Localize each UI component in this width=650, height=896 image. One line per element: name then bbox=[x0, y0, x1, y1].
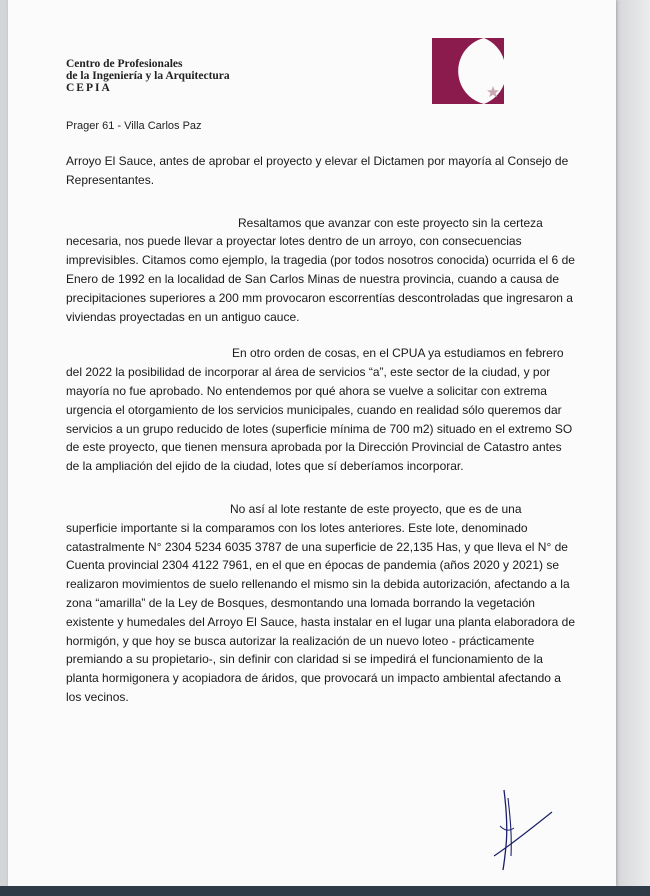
paragraph-1: Arroyo El Sauce, antes de aprobar el proyecto y elevar el Dictamen por mayoría al Consejo de Representantes. bbox=[66, 154, 569, 187]
handwritten-signature bbox=[486, 786, 556, 872]
org-name-line2: de la Ingeniería y la Arquitectura bbox=[66, 70, 230, 82]
org-acronym: CEPIA bbox=[66, 82, 112, 94]
paragraph-4: No así al lote restante de este proyecto, que es de una superficie importante si la comparamos con los lotes anteriores. Este lote, denominado catastralmente N° 2304 5234 6035 3787 de una superficie de 22,135 Has, y que lleva el N° de Cuenta provincial 2304 4122 7961, en el que en épocas de pandemia (años 2020 y 2021) se realizaron movimientos de suelo rellenando el mismo sin la debida autorización, afectando a la zona “amarilla” de la Ley de Bosques, desmontando una lomada borrando la vegetación existente y humedales del Arroyo El Sauce, hasta instalar en el lugar una planta elaboradora de hormigón, y que hoy se busca autorizar la realización de un nuevo loteo - prácticamente premiando a su propietario-, sin definir con claridad si se impedirá el funcionamiento de la planta hormigonera y acopiadora de áridos, que provocará un impacto ambiental afectando a los vecinos. bbox=[66, 501, 575, 704]
viewer-right-margin bbox=[616, 0, 650, 886]
viewer-bottom-bar bbox=[0, 886, 650, 896]
viewer-left-margin bbox=[0, 0, 8, 886]
crescent-star-logo-icon bbox=[432, 38, 504, 104]
letter-body bbox=[66, 152, 576, 707]
org-name-line1: Centro de Profesionales bbox=[66, 58, 183, 70]
paragraph-2: Resaltamos que avanzar con este proyecto sin la certeza necesaria, nos puede llevar a proyectar lotes dentro de un arroyo, con consecuencias imprevisibles. Citamos como ejemplo, la tragedia (por todos nosotros conocida) ocurrida el 6 de Enero de 1992 en la localidad de San Carlos Minas de nuestra provincia, cuando a causa de precipitaciones superiores a 200 mm provocaron escorrentías descontroladas que ingresaron a viviendas proyectadas en un antiguo cauce. bbox=[66, 215, 575, 324]
address-line: Prager 61 - Villa Carlos Paz bbox=[66, 120, 202, 132]
organization-header bbox=[66, 58, 230, 94]
paragraph-3: En otro orden de cosas, en el CPUA ya estudiamos en febrero del 2022 la posibilidad de incorporar al área de servicios “a”, este sector de la ciudad, y por mayoría no fue aprobado. No entendemos por qué ahora se vuelve a solicitar con extrema urgencia el otorgamiento de los servicios municipales, cuando en realidad sólo queremos dar servicios a un grupo reducido de lotes (superficie mínima de 700 m2) situado en el extremo SO de este proyecto, que tienen mensura aprobada por la Dirección Provincial de Catastro antes de la ampliación del ejido de la ciudad, lotes que sí deberíamos incorporar. bbox=[66, 346, 573, 474]
